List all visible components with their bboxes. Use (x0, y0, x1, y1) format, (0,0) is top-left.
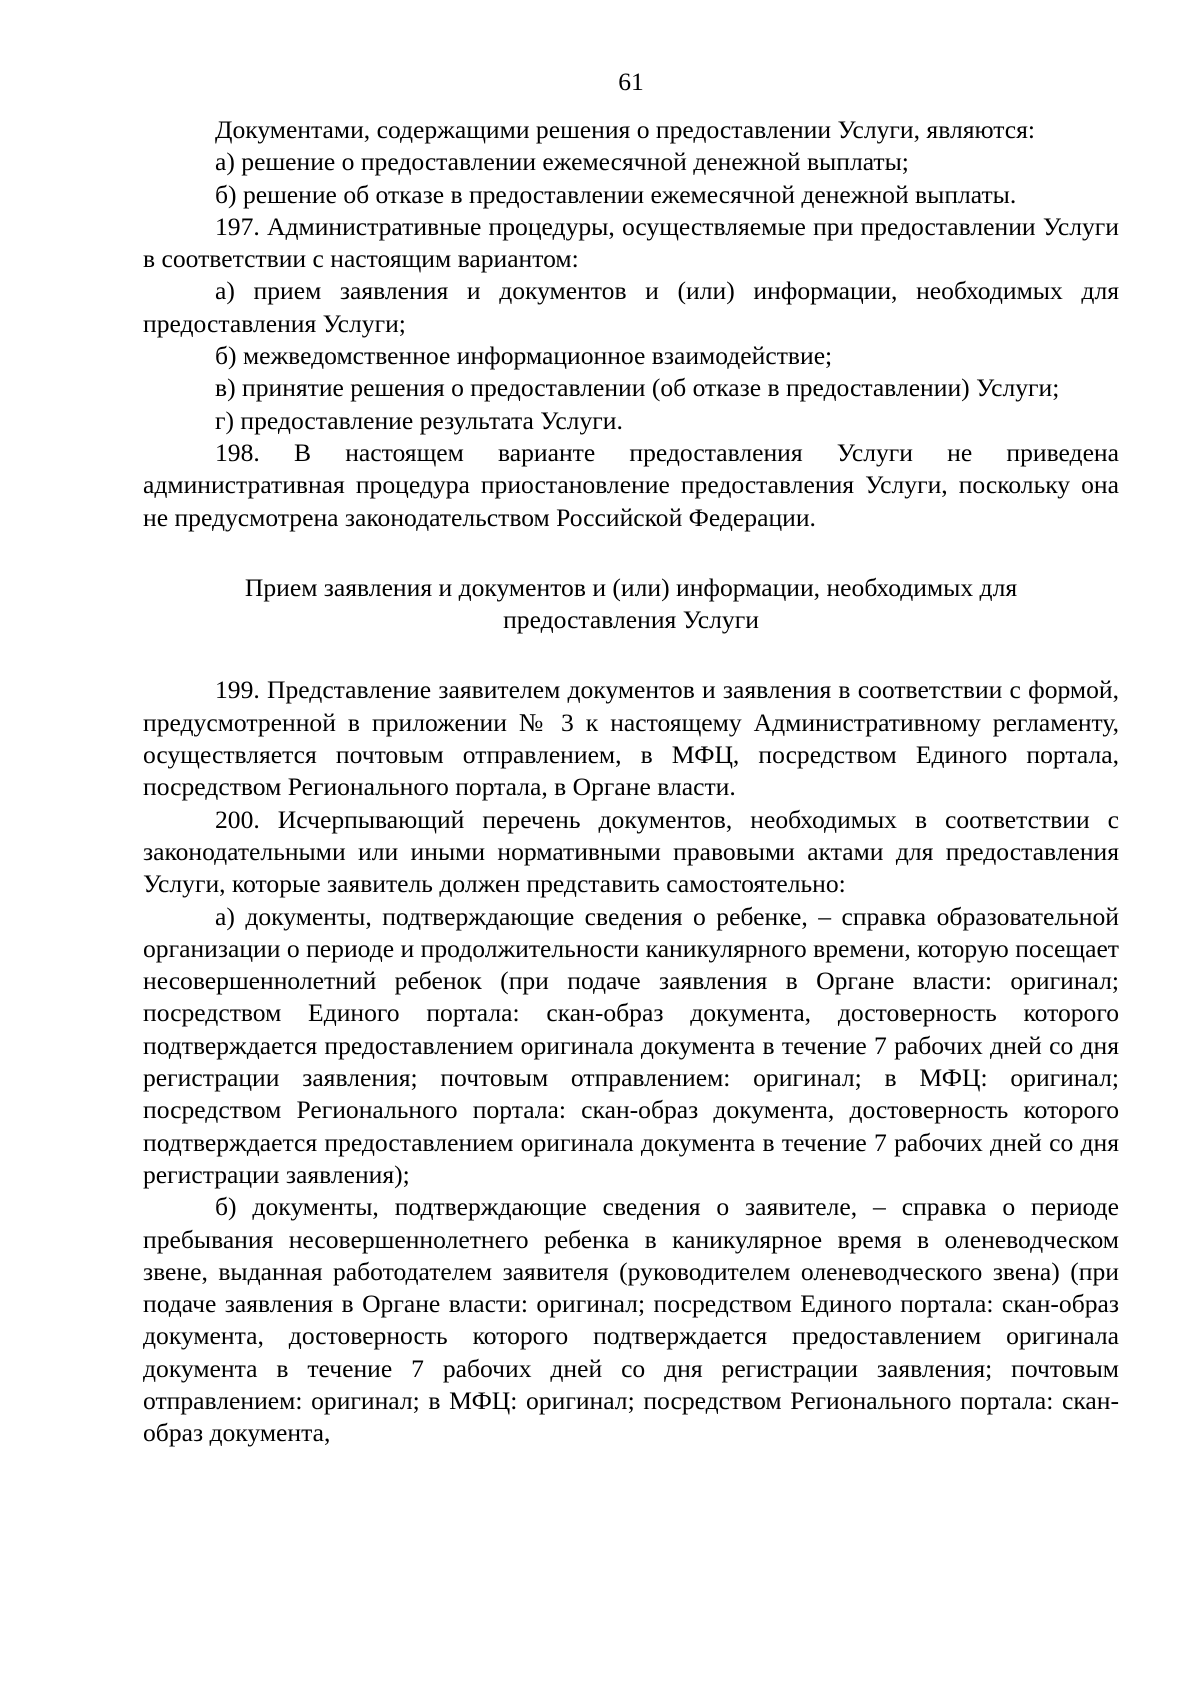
paragraph-200: 200. Исчерпывающий перечень документов, необходимых в соответствии с законодательными или иными нормативными правовыми актами для предоставления Услуги, которые заявитель должен представить самостоятельно: (143, 804, 1119, 899)
paragraph-197-b: б) межведомственное информационное взаимодействие; (215, 341, 833, 371)
paragraph-decision-grant: а) решение о предоставлении ежемесячной денежной выплаты; (215, 147, 909, 177)
paragraph-200-b: б) документы, подтверждающие сведения о заявителе, – справка о периоде пребывания несовершеннолетнего ребенка в каникулярное время в оленеводческом звене, выданная работодателем заявителя (руководителем оленеводческого звена) (при подаче заявления в Органе власти: оригинал; посредством Единого портала: скан-образ документа, достоверность которого подтверждается предоставлением оригинала документа в течение 7 рабочих дней со дня регистрации заявления; почтовым отправлением: оригинал; в МФЦ: оригинал; посредством Регионального портала: скан-образ документа, (143, 1192, 1119, 1448)
paragraph-197-d: г) предоставление результата Услуги. (215, 405, 623, 435)
paragraph-197-a: а) прием заявления и документов и (или) информации, необходимых для предоставления Услуги; (143, 276, 1119, 338)
paragraph-198: 198. В настоящем варианте предоставления Услуги не приведена административная процедура приостановление предоставления Услуги, поскольку она не предусмотрена законодательством Российской Федерации. (143, 437, 1119, 532)
section-heading: Прием заявления и документов и (или) информации, необходимых для предоставления Услуги (244, 572, 1018, 635)
document-page (143, 62, 1119, 1450)
paragraph-197: 197. Административные процедуры, осуществляемые при предоставлении Услуги в соответствии с настоящим вариантом: (143, 211, 1119, 274)
paragraph-197-c: в) принятие решения о предоставлении (об отказе в предоставлении) Услуги; (215, 373, 1060, 403)
paragraph-decision-refusal: б) решение об отказе в предоставлении ежемесячной денежной выплаты. (215, 179, 1017, 209)
page-number: 61 (618, 67, 644, 96)
paragraph-documents-intro: Документами, содержащими решения о предоставлении Услуги, являются: (215, 115, 1036, 144)
paragraph-200-a: а) документы, подтверждающие сведения о ребенке, – справка образовательной организации о периоде и продолжительности каникулярного времени, которую посещает несовершеннолетний ребенок (при подаче заявления в Органе власти: оригинал; посредством Единого портала: скан-образ документа, достоверность которого подтверждается предоставлением оригинала документа в течение 7 рабочих дней со дня регистрации заявления; почтовым отправлением: оригинал; в МФЦ: оригинал; посредством Регионального портала: скан-образ документа, достоверность которого подтверждается предоставлением оригинала документа в течение 7 рабочих дней со дня регистрации заявления); (143, 901, 1119, 1189)
paragraph-199: 199. Представление заявителем документов и заявления в соответствии с формой, предусмотренной в приложении № 3 к настоящему Административному регламенту, осуществляется почтовым отправлением, в МФЦ, посредством Единого портала, посредством Регионального портала, в Органе власти. (143, 675, 1119, 802)
